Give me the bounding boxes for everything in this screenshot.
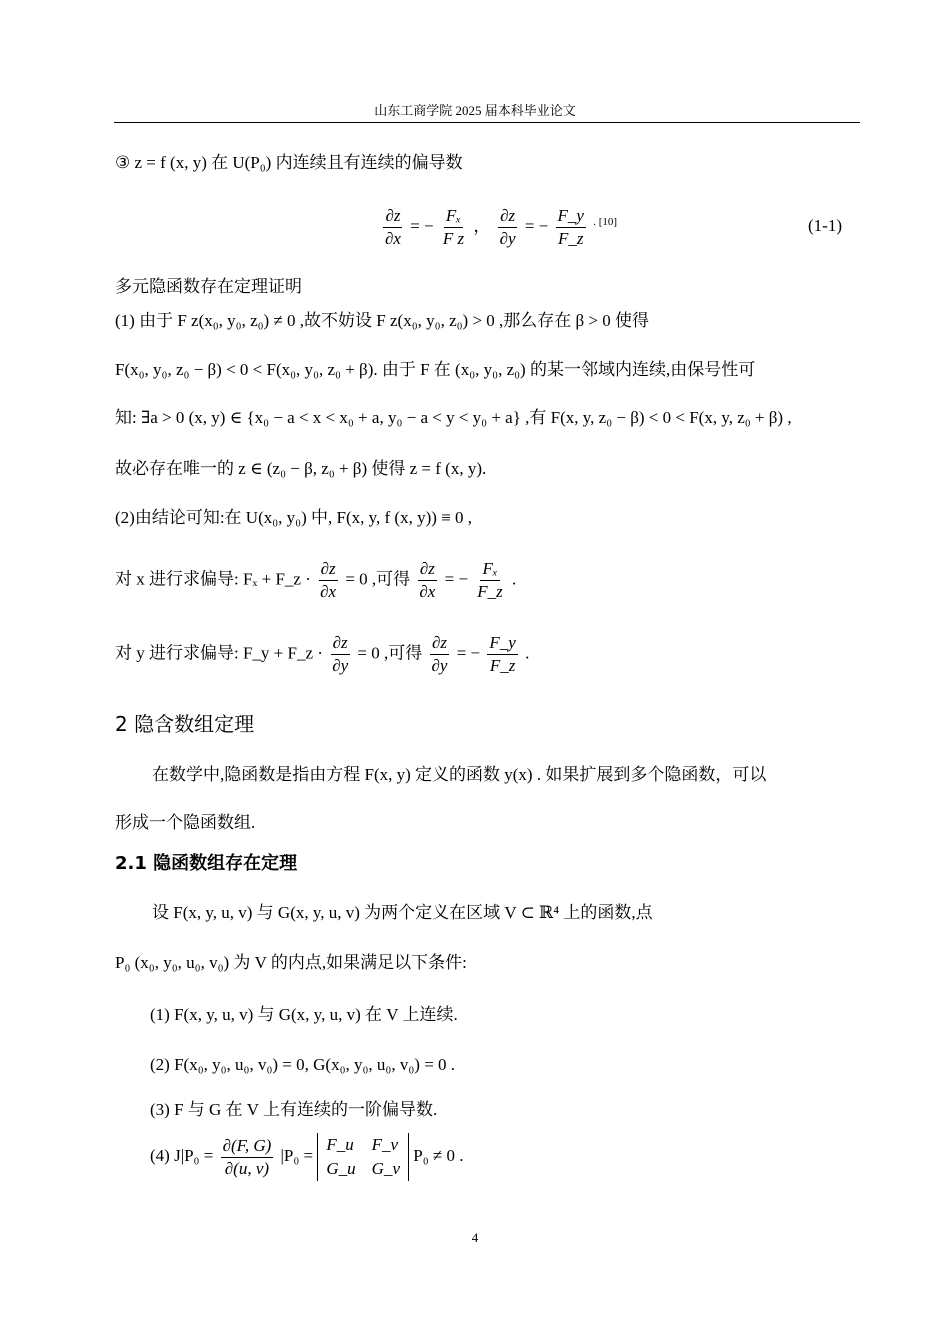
- subsection-heading: 2.1 隐函数组存在定理: [115, 853, 298, 874]
- header-rule: [114, 122, 860, 123]
- partial-x-line: 对 x 进行求偏导: Fₓ + F_z · $\frac{\partial z}{\partial x}$ = 0 ,可得 $\frac{\partial z}{\partial x}$ = − $\frac{\text{Fₓ}}{F\_z}$ .: [115, 559, 517, 601]
- condition-item: (2) F(x₀, y₀, u₀, v₀) = 0, G(x₀, y₀, u₀, v₀) = 0 .: [150, 1055, 456, 1074]
- proof-line: F(x₀, y₀, z₀ − β) < 0 < F(x₀, y₀, z₀ + β). 由于 F 在 (x₀, y₀, z₀) 的某一邻域内连续,由保号性可: [115, 360, 756, 379]
- proof-line: 知: ∃a > 0 (x, y) ∈ {x₀ − a < x < x₀ + a, y₀ − a < y < y₀ + a} ,有 F(x, y, z₀ − β) < 0 < F(x, y, z₀ + β) ,: [115, 408, 792, 427]
- paragraph-line: 设 F(x, y, u, v) 与 G(x, y, u, v) 为两个定义在区域 V ⊂ ℝ⁴ 上的函数,点: [152, 903, 653, 922]
- partial-y-line: 对 y 进行求偏导: F_y + F_z · $\frac{\partial z}{\partial y}$ = 0 ,可得 $\frac{\partial z}{\partial y}$ = − $\frac{F\_y}{F\_z}$ .: [115, 633, 530, 675]
- fraction: $\frac{\partial z}{\partial x}$: [385, 206, 401, 248]
- paragraph-line: P₀ (x₀, y₀, u₀, v₀) 为 V 的内点,如果满足以下条件:: [115, 953, 467, 972]
- equation-number: (1-1): [808, 216, 842, 235]
- proof-line: 故必存在唯一的 z ∈ (z₀ − β, z₀ + β) 使得 z = f (x, y).: [115, 459, 487, 478]
- equation-1-1: $\frac{\partial z}{\partial x}$ = − $\frac{\text{Fₓ}}{\text{F z}}$ ， $\frac{\partial z}{\partial y}$ = − $\frac{F\_y}{F\_z}$ $^{. [10]}$: [385, 206, 618, 248]
- condition-item: (3) F 与 G 在 V 上有连续的一阶偏导数.: [150, 1100, 438, 1119]
- paragraph-line: 形成一个隐函数组.: [115, 813, 256, 832]
- citation: . [10]: [593, 215, 618, 228]
- fraction: $\frac{\text{Fₓ}}{\text{F z}}$: [442, 206, 465, 248]
- section-heading: 2 隐含数组定理: [115, 712, 255, 736]
- determinant: F_u F_v G_u G_v: [317, 1133, 409, 1181]
- fraction: $\frac{F\_y}{F\_z}$: [557, 206, 584, 248]
- proof-line: (1) 由于 F z(x₀, y₀, z₀) ≠ 0 ,故不妨设 F z(x₀, y₀, z₀) > 0 ,那么存在 β > 0 使得: [115, 311, 650, 330]
- condition-3: ③ z = f (x, y) 在 U(P₀) 内连续且有连续的偏导数: [115, 153, 463, 172]
- condition-item-jacobian: (4) J|P₀ = $\frac{\partial(F, G)}{\partial(u, v)}$ |P₀ = F_u F_v G_u G_v P₀ ≠ 0 .: [150, 1133, 463, 1181]
- page-number: 4: [471, 1230, 479, 1245]
- proof-line: (2)由结论可知:在 U(x₀, y₀) 中, F(x, y, f (x, y)) ≡ 0 ,: [115, 508, 472, 527]
- condition-item: (1) F(x, y, u, v) 与 G(x, y, u, v) 在 V 上连续.: [150, 1005, 458, 1024]
- paragraph-line: 在数学中,隐函数是指由方程 F(x, y) 定义的函数 y(x) . 如果扩展到多个隐函数，可以: [152, 765, 767, 784]
- fraction: $\frac{\partial z}{\partial y}$: [499, 206, 516, 248]
- proof-title: 多元隐函数存在定理证明: [115, 277, 302, 296]
- running-header: 山东工商学院 2025 届本科毕业论文: [374, 103, 576, 118]
